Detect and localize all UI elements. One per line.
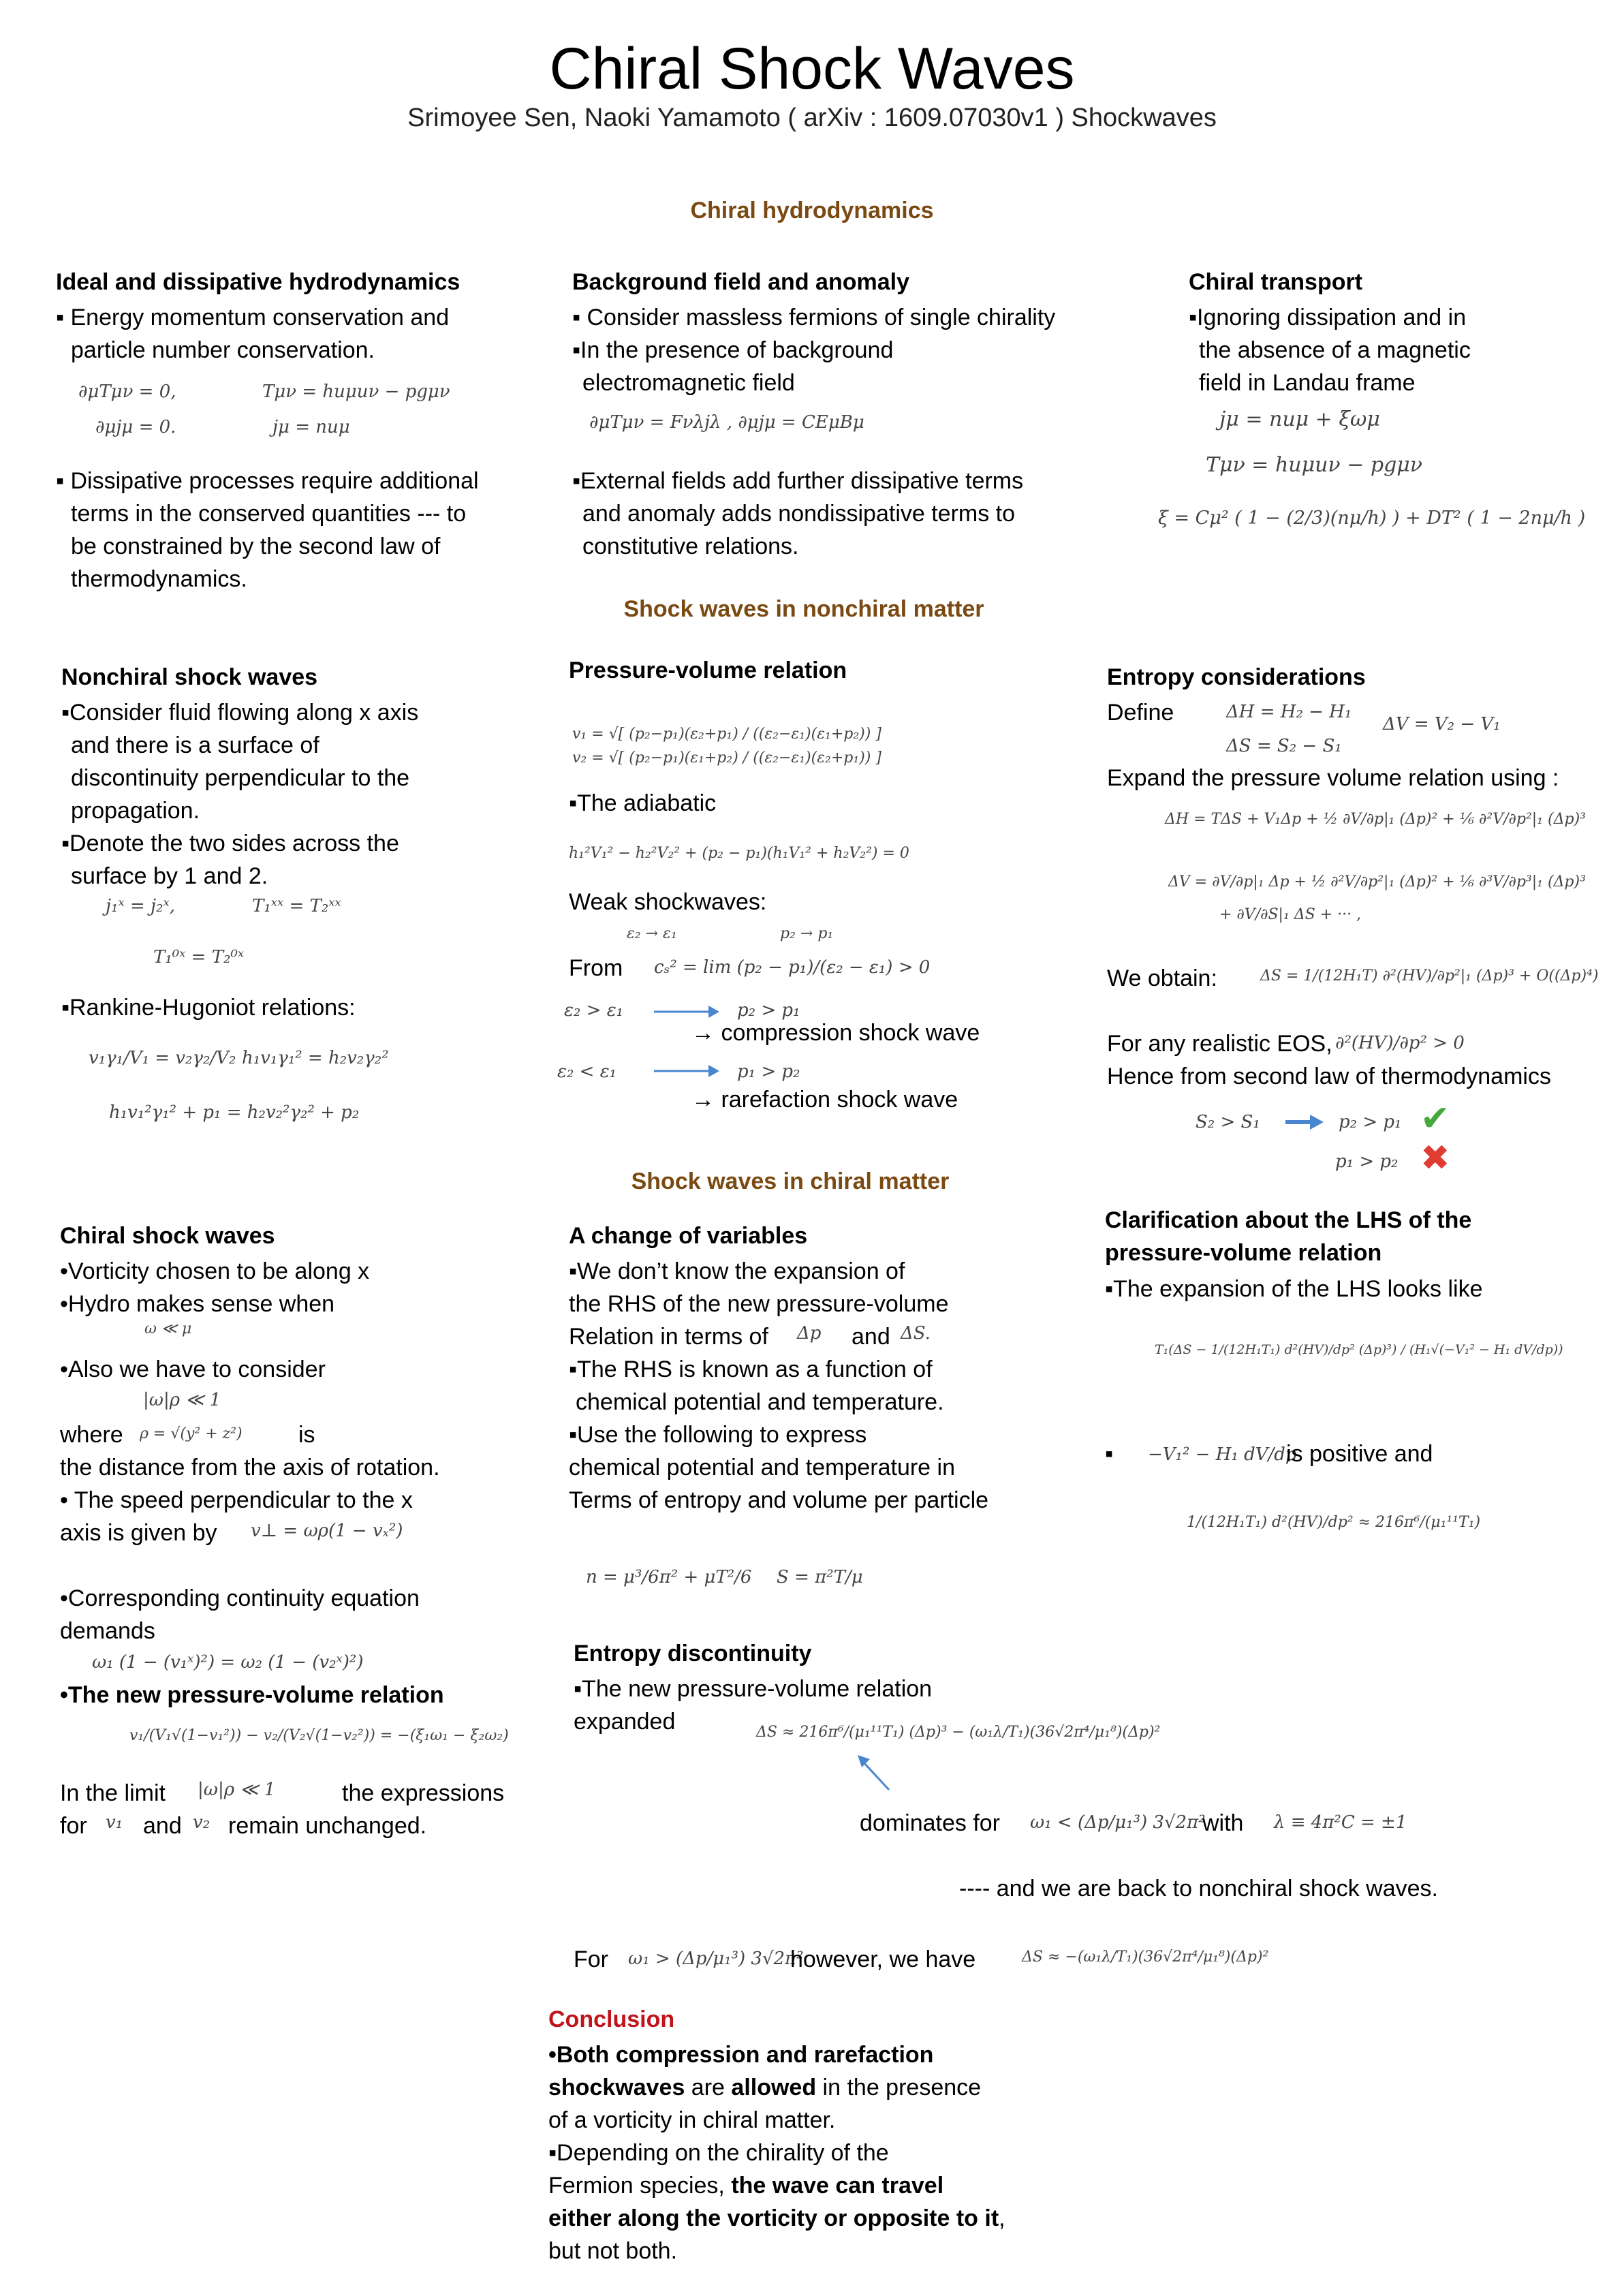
realistic-eos-label: For any realistic EOS, xyxy=(1107,1031,1332,1057)
eq-chiral-stress: Tμν = huμuν − pgμν xyxy=(1206,453,1423,477)
eq-xi: ξ = Cμ² ( 1 − (2/3)(nμ/h) ) + DT² ( 1 − 2nμ/h ) xyxy=(1158,508,1586,529)
ideal-bullet-1b: particle number conservation. xyxy=(71,337,375,363)
eq-s2-greater: S₂ > S₁ xyxy=(1196,1112,1260,1132)
background-line-5: and anomaly adds nondissipative terms to xyxy=(582,501,1016,527)
nonchiral-line-1: ▪Consider fluid flowing along x axis xyxy=(61,700,419,726)
clarify-line-1: ▪The expansion of the LHS looks like xyxy=(1105,1276,1483,1302)
change-line-8: Terms of entropy and volume per particle xyxy=(569,1487,989,1513)
obtain-label: We obtain: xyxy=(1107,965,1217,991)
eq-rh-1: v₁γ₁/V₁ = v₂γ₂/V₂ xyxy=(89,1048,236,1068)
eq-lambda: λ ≡ 4π²C = ±1 xyxy=(1274,1812,1407,1833)
eq-forbidden: p₁ > p₂ xyxy=(1335,1151,1399,1172)
however-label: however, we have xyxy=(790,1946,976,1972)
eq-large-omega: ω₁ > (Δp/μ₁³) 3√2π² xyxy=(628,1949,804,1969)
poster-title: Chiral Shock Waves xyxy=(549,36,1075,102)
chiral-shock-heading: Chiral shock waves xyxy=(60,1223,275,1249)
entropy-heading: Entropy considerations xyxy=(1107,664,1366,690)
weak-shockwaves-label: Weak shockwaves: xyxy=(569,889,767,915)
chiral-line-1: •Vorticity chosen to be along x xyxy=(60,1258,370,1284)
eq-v1-symbol: v₁ xyxy=(106,1812,123,1833)
eq-rh-3: h₁v₁²γ₁² + p₁ = h₂v₂²γ₂² + p₂ xyxy=(109,1102,360,1123)
expressions-label: the expressions xyxy=(342,1780,505,1806)
conclusion-allowed: allowed xyxy=(731,2075,817,2100)
eq-current-conservation: ∂μjμ = 0. xyxy=(95,417,176,437)
change-line-2: the RHS of the new pressure-volume xyxy=(569,1291,949,1317)
chiral-line-7: •Corresponding continuity equation xyxy=(60,1585,420,1611)
conclusion-line-7: but not both. xyxy=(548,2238,678,2264)
for-label: for xyxy=(60,1813,87,1839)
background-line-6: constitutive relations. xyxy=(582,533,799,559)
check-mark-icon: ✔ xyxy=(1420,1099,1450,1138)
conclusion-presence: in the presence xyxy=(816,2075,982,2100)
eq-p2-greater: p₂ > p₁ xyxy=(737,1000,800,1021)
eq-p1-greater: p₁ > p₂ xyxy=(737,1061,800,1082)
eq-lhs-positive: −V₁² − H₁ dV/dp xyxy=(1148,1444,1297,1465)
eq-delta-s: ΔS = S₂ − S₁ xyxy=(1226,736,1342,756)
limit-label: In the limit xyxy=(60,1780,166,1806)
eq-delta-v: ΔV = V₂ − V₁ xyxy=(1383,714,1501,734)
background-line-3: electromagnetic field xyxy=(582,370,795,396)
eq-entropy-per-particle: S = π²T/μ xyxy=(777,1567,863,1587)
conclusion-line-6 xyxy=(548,2202,1005,2235)
ideal-bullet-1a: ▪ Energy momentum conservation and xyxy=(56,305,450,330)
eq-sound-speed: cₛ² = lim (p₂ − p₁)/(ε₂ − ε₁) > 0 xyxy=(654,957,931,978)
eq-continuity-vorticity: ω₁ (1 − (v₁ˣ)²) = ω₂ (1 − (v₂ˣ)²) xyxy=(92,1652,364,1673)
pv-heading: Pressure-volume relation xyxy=(569,657,847,683)
eq-limit: |ω|ρ ≪ 1 xyxy=(198,1780,276,1800)
conclusion-heading: Conclusion xyxy=(548,2006,675,2032)
chiral-line-9: •The new pressure-volume relation xyxy=(60,1682,444,1708)
eq-eps-greater: ε₂ > ε₁ xyxy=(564,1000,624,1021)
section-nonchiral-matter: Shock waves in nonchiral matter xyxy=(623,596,984,622)
eq-entropy-jump: ΔS = 1/(12H₁T) ∂²(HV)/∂p²|₁ (Δp)³ + O((Δp)⁴) xyxy=(1260,967,1599,984)
ideal-bullet-2d: thermodynamics. xyxy=(71,566,247,592)
ideal-bullet-2b: terms in the conserved quantities --- to xyxy=(71,501,467,527)
arrow-right-icon xyxy=(1284,1112,1325,1132)
disc-line-2: expanded xyxy=(574,1709,676,1735)
chiral-line-3: •Also we have to consider xyxy=(60,1356,326,1382)
compression-label: → compression shock wave xyxy=(691,1020,980,1046)
section-chiral-hydrodynamics: Chiral hydrodynamics xyxy=(690,198,934,223)
poster-subtitle: Srimoyee Sen, Naoki Yamamoto ( arXiv : 1609.07030v1 ) Shockwaves xyxy=(407,104,1217,132)
eq-stress-tensor: Tμν = huμuν − pgμν xyxy=(262,382,450,402)
eq-enthalpy-expansion: ΔH = TΔS + V₁Δp + ½ ∂V/∂p|₁ (Δp)² + ⅙ ∂²V/∂p²|₁ (Δp)³ xyxy=(1165,811,1586,828)
chiral-line-5: • The speed perpendicular to the x xyxy=(60,1487,413,1513)
eq-energy-flux-continuity: T₁⁰ˣ = T₂⁰ˣ xyxy=(153,947,245,967)
conclusion-line-4: ▪Depending on the chirality of the xyxy=(548,2140,889,2166)
eq-density: n = μ³/6π² + μT²/6 xyxy=(586,1567,752,1587)
transport-line-3: field in Landau frame xyxy=(1199,370,1416,396)
eq-lhs-expansion: T₁(ΔS − 1/(12H₁T₁) d²(HV)/dp² (Δp)³) / (H₁√(−V₁² − H₁ dV/dp)) xyxy=(1155,1342,1563,1357)
dominates-label: dominates for xyxy=(860,1810,1000,1836)
second-law-label: Hence from second law of thermodynamics xyxy=(1107,1064,1551,1089)
back-to-nonchiral: ---- and we are back to nonchiral shock waves. xyxy=(959,1876,1438,1902)
eq-delta-h: ΔH = H₂ − H₁ xyxy=(1226,702,1352,722)
eq-second-derivative-approx: 1/(12H₁T₁) d²(HV)/dp² ≈ 216π⁶/(μ₁¹¹T₁) xyxy=(1187,1514,1481,1531)
positive-label: is positive and xyxy=(1286,1441,1433,1467)
section-chiral-matter: Shock waves in chiral matter xyxy=(631,1168,950,1194)
change-line-5: chemical potential and temperature. xyxy=(576,1389,944,1415)
clarify-heading-1: Clarification about the LHS of the xyxy=(1105,1207,1472,1233)
eq-delta-s-symbol: ΔS. xyxy=(901,1323,931,1344)
eq-epsilon-limit: ε₂ → ε₁ xyxy=(627,925,677,942)
ideal-bullet-2c: be constrained by the second law of xyxy=(71,533,441,559)
disc-line-1: ▪The new pressure-volume relation xyxy=(574,1676,933,1702)
nonchiral-line-6: surface by 1 and 2. xyxy=(71,863,268,889)
change-line-7: chemical potential and temperature in xyxy=(569,1455,955,1480)
transport-line-2: the absence of a magnetic xyxy=(1199,337,1471,363)
eq-eos-condition: ∂²(HV)/∂p² > 0 xyxy=(1335,1033,1465,1053)
eq-v2-symbol: v₂ xyxy=(193,1812,210,1833)
change-heading: A change of variables xyxy=(569,1223,808,1249)
change-and: and xyxy=(852,1324,890,1350)
eq-omega-small: ω ≪ μ xyxy=(144,1320,192,1337)
eq-entropy-expanded: ΔS ≈ 216π⁶/(μ₁¹¹T₁) (Δp)³ − (ω₁λ/T₁)(36√2π⁴/μ₁⁸)(Δp)² xyxy=(756,1724,1161,1741)
cross-mark-icon: ✖ xyxy=(1420,1138,1450,1178)
eq-flux-continuity: j₁ˣ = j₂ˣ, xyxy=(106,896,176,916)
conclusion-fermion: Fermion species, xyxy=(548,2173,732,2199)
eq-dominates-condition: ω₁ < (Δp/μ₁³) 3√2π² xyxy=(1030,1812,1206,1833)
eq-new-pv-relation: v₁/(V₁√(1−v₁²)) − v₂/(V₂√(1−v₂²)) = −(ξ₁ω₁ − ξ₂ω₂) xyxy=(129,1727,509,1744)
expand-label: Expand the pressure volume relation using : xyxy=(1107,765,1559,791)
conclusion-line-1: •Both compression and rarefaction xyxy=(548,2042,934,2068)
transport-heading: Chiral transport xyxy=(1189,269,1363,295)
conclusion-comma: , xyxy=(999,2205,1005,2231)
eq-eps-less: ε₂ < ε₁ xyxy=(557,1061,617,1082)
background-line-1: ▪ Consider massless fermions of single chirality xyxy=(572,305,1056,330)
eq-adiabatic: h₁²V₁² − h₂²V₂² + (p₂ − p₁)(h₁V₁² + h₂V₂²) = 0 xyxy=(569,845,909,862)
define-label: Define xyxy=(1107,700,1174,726)
conclusion-shockwaves: shockwaves xyxy=(548,2075,685,2100)
from-label: From xyxy=(569,955,623,981)
eq-omega-rho: |ω|ρ ≪ 1 xyxy=(143,1390,221,1410)
nonchiral-heading: Nonchiral shock waves xyxy=(61,664,318,690)
eq-volume-expansion: ΔV = ∂V/∂p|₁ Δp + ½ ∂²V/∂p²|₁ (Δp)² + ⅙ ∂³V/∂p³|₁ (Δp)³ xyxy=(1168,873,1586,890)
for-large-omega-label: For xyxy=(574,1946,608,1972)
eq-anomaly: ∂μTμν = Fνλjλ , ∂μjμ = CEμBμ xyxy=(589,412,864,433)
is-label: is xyxy=(298,1422,315,1448)
change-line-6: ▪Use the following to express xyxy=(569,1422,867,1448)
change-line-3a: Relation in terms of xyxy=(569,1324,768,1350)
nonchiral-line-2: and there is a surface of xyxy=(71,732,319,758)
background-line-2: ▪In the presence of background xyxy=(572,337,894,363)
clarify-heading-2: pressure-volume relation xyxy=(1105,1240,1382,1266)
background-line-4: ▪External fields add further dissipative terms xyxy=(572,468,1024,494)
conclusion-direction: either along the vorticity or opposite to it xyxy=(548,2205,999,2231)
eq-p-limit: p₂ → p₁ xyxy=(780,925,834,942)
eq-v1: v₁ = √[ (p₂−p₁)(ε₂+p₁) / ((ε₂−ε₁)(ε₁+p₂)) ] xyxy=(572,726,881,743)
conclusion-wave-travel: the wave can travel xyxy=(731,2173,944,2199)
rarefaction-label: → rarefaction shock wave xyxy=(691,1087,958,1113)
conclusion-line-3: of a vorticity in chiral matter. xyxy=(548,2107,836,2133)
arrow-right-icon xyxy=(653,1061,721,1081)
disc-heading: Entropy discontinuity xyxy=(574,1641,812,1666)
conclusion-are: are xyxy=(685,2075,732,2100)
unchanged-label: remain unchanged. xyxy=(228,1813,427,1839)
with-label: with xyxy=(1202,1810,1244,1836)
eq-rh-2: h₁v₁γ₁² = h₂v₂γ₂² xyxy=(242,1048,389,1068)
eq-volume-expansion-cont: + ∂V/∂S|₁ ΔS + ··· , xyxy=(1219,906,1362,923)
eq-chiral-current: jμ = nuμ + ξωμ xyxy=(1219,407,1380,431)
conclusion-line-5 xyxy=(548,2169,943,2202)
adiabatic-label: ▪The adiabatic xyxy=(569,790,717,816)
nonchiral-line-4: propagation. xyxy=(71,798,200,824)
eq-delta-p: Δp xyxy=(797,1323,822,1344)
clarify-bullet: ▪ xyxy=(1105,1441,1114,1467)
background-heading: Background field and anomaly xyxy=(572,269,909,295)
eq-entropy-vorticity: ΔS ≈ −(ω₁λ/T₁)(36√2π⁴/μ₁⁸)(Δp)² xyxy=(1022,1949,1269,1966)
ideal-bullet-2a: ▪ Dissipative processes require additional xyxy=(56,468,479,494)
eq-rho: ρ = √(y² + z²) xyxy=(140,1425,243,1442)
where-label: where xyxy=(60,1422,123,1448)
and-label: and xyxy=(143,1813,182,1839)
eq-v2: v₂ = √[ (p₂−p₁)(ε₁+p₂) / ((ε₂−ε₁)(ε₂+p₁)) ] xyxy=(572,749,881,766)
eq-v-perp: v⊥ = ωρ(1 − vₓ²) xyxy=(251,1521,403,1541)
eq-current: jμ = nuμ xyxy=(272,417,350,437)
chiral-line-8: demands xyxy=(60,1618,155,1644)
nonchiral-line-5: ▪Denote the two sides across the xyxy=(61,831,399,856)
ideal-hydro-heading: Ideal and dissipative hydrodynamics xyxy=(56,269,460,295)
eq-allowed: p₂ > p₁ xyxy=(1339,1112,1402,1132)
chiral-line-2: •Hydro makes sense when xyxy=(60,1291,335,1317)
chiral-line-4: the distance from the axis of rotation. xyxy=(60,1455,440,1480)
change-line-4: ▪The RHS is known as a function of xyxy=(569,1356,933,1382)
eq-energy-conservation: ∂μTμν = 0, xyxy=(78,382,176,402)
eq-momentum-continuity: T₁ˣˣ = T₂ˣˣ xyxy=(252,896,341,916)
rankine-hugoniot-label: ▪Rankine-Hugoniot relations: xyxy=(61,995,356,1021)
nonchiral-line-3: discontinuity perpendicular to the xyxy=(71,765,410,791)
chiral-line-6: axis is given by xyxy=(60,1520,217,1546)
arrow-up-left-icon xyxy=(855,1752,896,1793)
conclusion-line-2 xyxy=(548,2071,981,2104)
change-line-1: ▪We don’t know the expansion of xyxy=(569,1258,905,1284)
transport-line-1: ▪Ignoring dissipation and in xyxy=(1189,305,1467,330)
